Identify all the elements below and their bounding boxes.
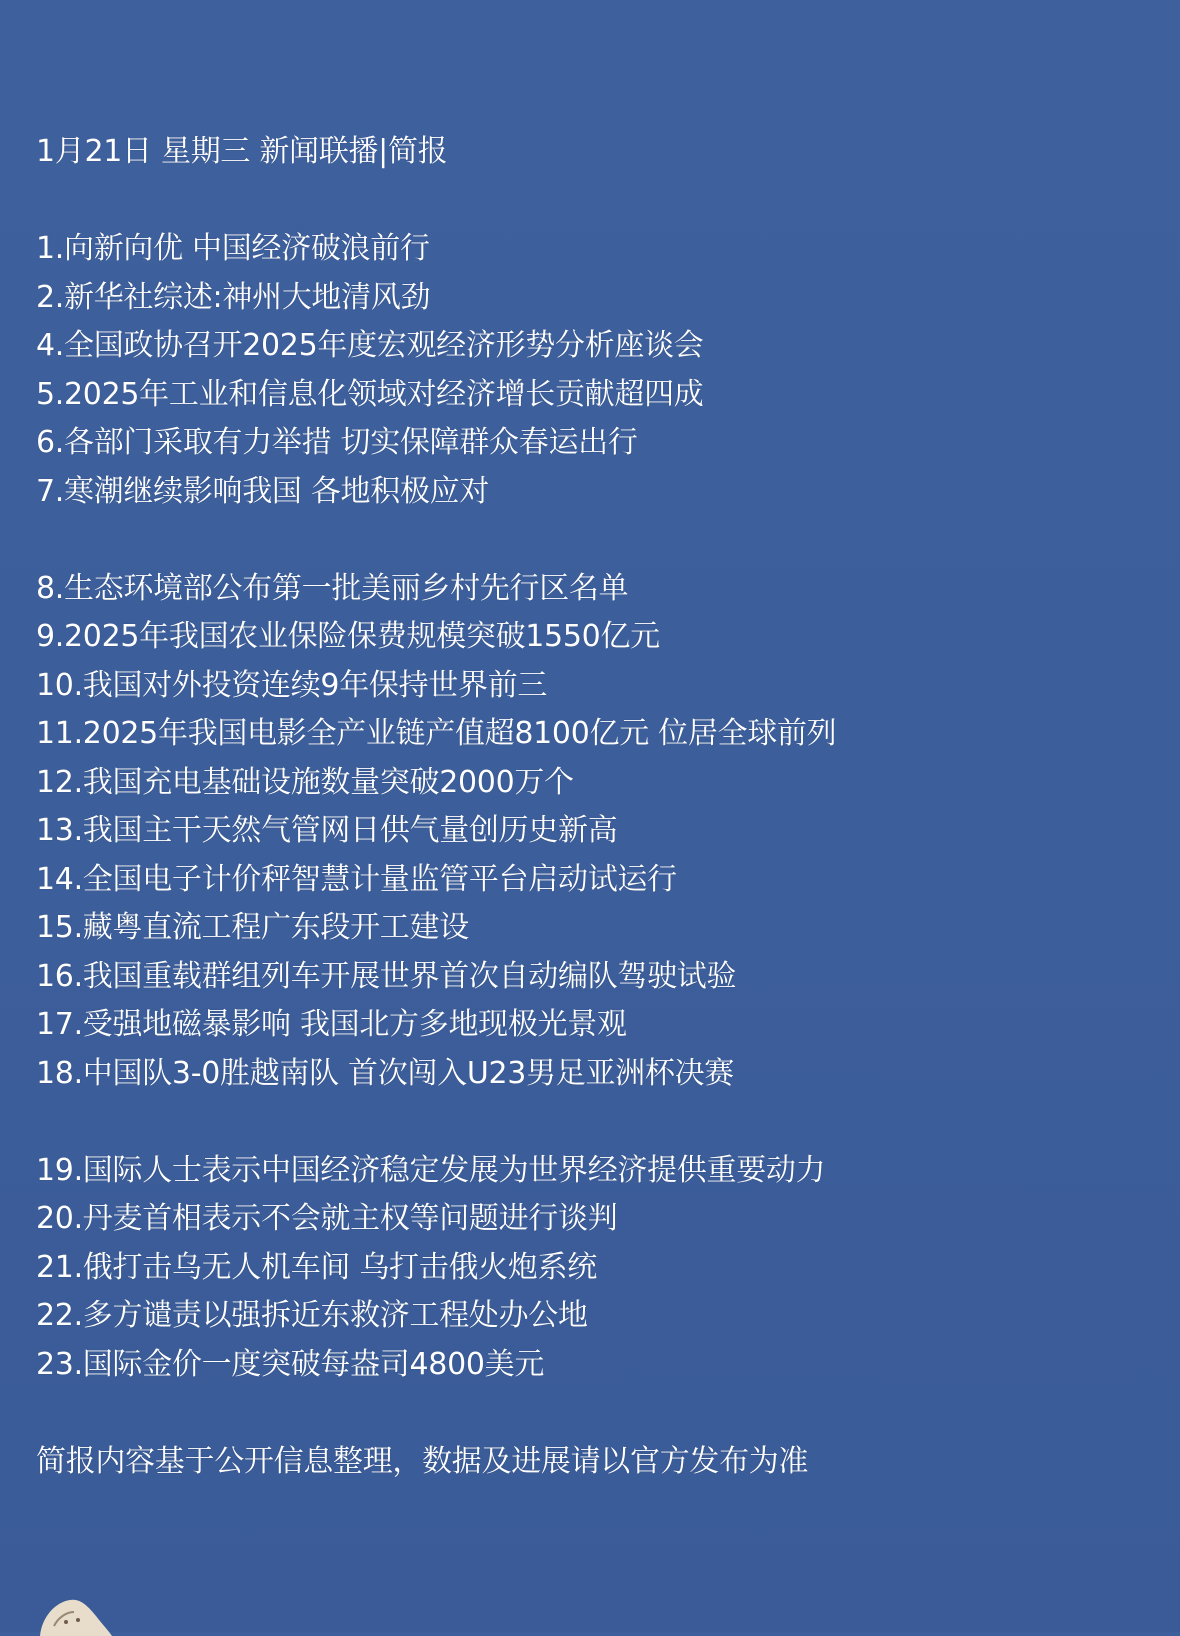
- spacer: [36, 177, 1136, 226]
- news-item: 12.我国充电基础设施数量突破2000万个: [36, 764, 574, 800]
- news-item: 1.向新向优 中国经济破浪前行: [36, 231, 430, 266]
- news-item: 9.2025年我国农业保险保费规模突破1550亿元: [36, 619, 660, 654]
- news-item: 6.各部门采取有力举措 切实保障群众春运出行: [36, 425, 638, 460]
- news-item: 8.生态环境部公布第一批美丽乡村先行区名单: [36, 570, 629, 606]
- news-item: 17.受强地磁暴影响 我国北方多地现极光景观: [36, 1007, 627, 1042]
- news-group-domestic-headlines: [36, 225, 1136, 516]
- news-item: 5.2025年工业和信息化领域对经济增长贡献超四成: [36, 376, 704, 412]
- bulletin-title: 1月21日 星期三 新闻联播|简报: [36, 134, 448, 169]
- news-item: 13.我国主干天然气管网日供气量创历史新高: [36, 813, 618, 848]
- news-item: 22.多方谴责以强拆近东救济工程处办公地: [36, 1298, 588, 1333]
- news-item: 10.我国对外投资连续9年保持世界前三: [36, 667, 548, 703]
- spacer: [36, 516, 1136, 565]
- news-item: 4.全国政协召开2025年度宏观经济形势分析座谈会: [36, 328, 704, 363]
- news-item: 18.中国队3-0胜越南队 首次闯入U23男足亚洲杯决赛: [36, 1055, 734, 1091]
- news-group-domestic-brief: [36, 565, 1136, 1099]
- spacer: [36, 1098, 1136, 1147]
- news-item: 15.藏粤直流工程广东段开工建设: [36, 910, 469, 945]
- news-item: 20.丹麦首相表示不会就主权等问题进行谈判: [36, 1201, 618, 1236]
- news-item: 14.全国电子计价秤智慧计量监管平台启动试运行: [36, 861, 677, 897]
- news-item: 16.我国重载群组列车开展世界首次自动编队驾驶试验: [36, 958, 737, 994]
- news-item: 2.新华社综述:神州大地清风劲: [36, 279, 431, 315]
- sticker-icon: [36, 1586, 116, 1636]
- news-item: 19.国际人士表示中国经济稳定发展为世界经济提供重要动力: [36, 1152, 826, 1188]
- bulletin-disclaimer: 简报内容基于公开信息整理，数据及进展请以官方发布为准: [36, 1443, 809, 1479]
- news-bulletin: [36, 128, 1136, 1486]
- news-group-international: [36, 1147, 1136, 1390]
- news-item: 23.国际金价一度突破每盎司4800美元: [36, 1346, 545, 1382]
- spacer: [36, 1389, 1136, 1438]
- news-item: 11.2025年我国电影全产业链产值超8100亿元 位居全球前列: [36, 716, 837, 751]
- news-item: 7.寒潮继续影响我国 各地积极应对: [36, 473, 490, 509]
- news-item: 21.俄打击乌无人机车间 乌打击俄火炮系统: [36, 1249, 597, 1285]
